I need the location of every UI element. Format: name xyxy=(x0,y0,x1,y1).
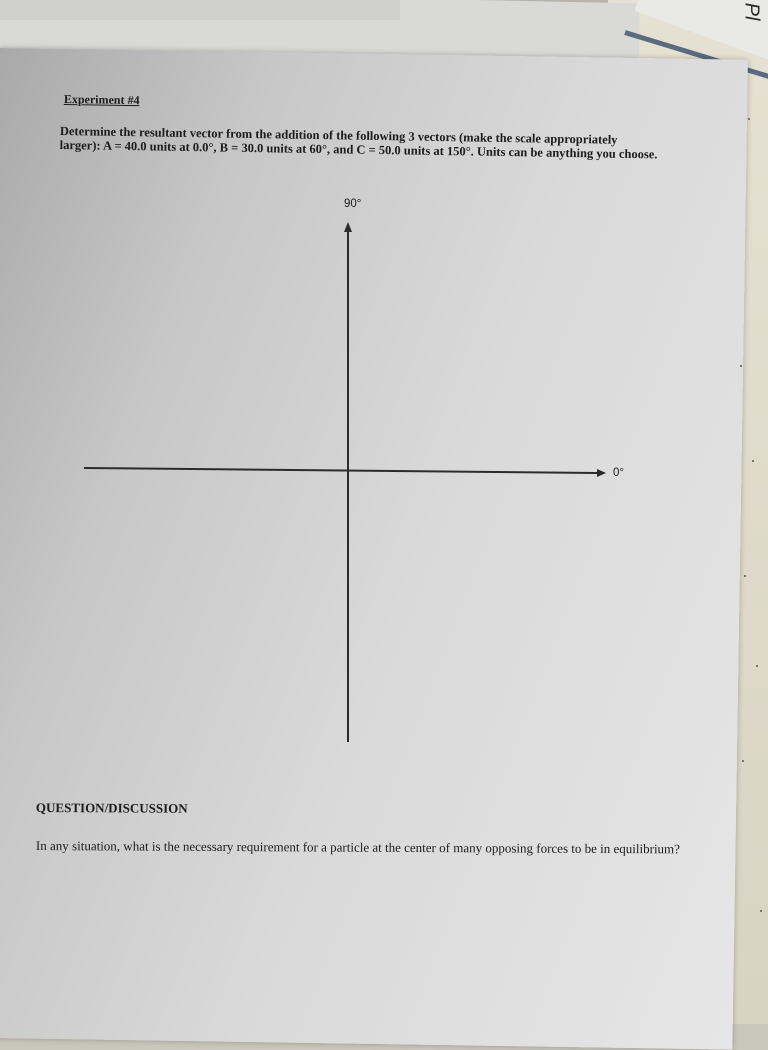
speck xyxy=(756,665,758,667)
horizontal-axis xyxy=(84,468,598,473)
instructions-text: Determine the resultant vector from the addition of the following 3 vectors (make the scale appropriately larger): A = 40.0 units at 0.0°, B = 30.0 units at 60°, and C = 50.0 units at 150°. Units can be anything you choose. xyxy=(59,124,658,162)
vertical-arrowhead xyxy=(344,222,352,232)
axis-label-0: 0° xyxy=(613,467,624,479)
speck xyxy=(740,365,742,367)
speck xyxy=(742,760,744,762)
experiment-title: Experiment #4 xyxy=(63,92,140,108)
horizontal-arrowhead xyxy=(597,469,606,477)
question-text: In any situation, what is the necessary requirement for a particle at the center of many opposing forces to be in equilibrium? xyxy=(35,838,681,857)
question-heading: QUESTION/DISCUSSION xyxy=(35,800,188,816)
corner-text: Pl xyxy=(740,2,763,21)
speck xyxy=(748,118,750,120)
speck xyxy=(760,910,762,912)
speck xyxy=(744,575,746,577)
axis-label-90: 90° xyxy=(344,198,362,210)
speck xyxy=(752,460,754,462)
